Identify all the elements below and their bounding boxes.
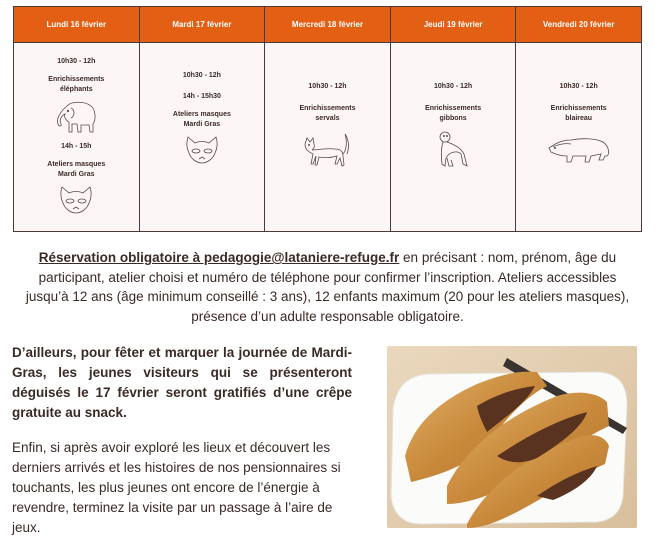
- elephant-icon: [53, 100, 99, 134]
- time-slot: 10h30 - 12h: [308, 83, 347, 90]
- day-column-friday: [516, 7, 641, 231]
- time-slot: 14h - 15h: [61, 143, 92, 150]
- activity-title: Enrichissements gibbons: [425, 105, 482, 122]
- day-column-thursday: [391, 7, 517, 231]
- day-column-wednesday: [265, 7, 391, 231]
- serval-icon: [301, 132, 353, 168]
- mardi-gras-paragraph: D’ailleurs, pour fêter et marquer la journée de Mardi-Gras, les jeunes visiteurs qui se présenteront déguisés le 17 février seront gratifiés d’une crêpe gratuite au snack.: [12, 345, 352, 420]
- activity-title: Enrichissements éléphants: [48, 76, 105, 93]
- gibbon-icon: [433, 130, 473, 170]
- activity-title: Ateliers masques Mardi Gras: [172, 111, 231, 128]
- day-header: Jeudi 19 février: [391, 7, 516, 43]
- day-header: Vendredi 20 février: [516, 7, 641, 43]
- crepes-photo: [387, 346, 637, 528]
- cat-mask-icon: [184, 135, 220, 165]
- time-slot: 14h - 15h30: [182, 93, 221, 100]
- time-slot: 10h30 - 12h: [434, 83, 473, 90]
- activity-title: Ateliers masques Mardi Gras: [47, 161, 106, 178]
- day-column-tuesday: [140, 7, 266, 231]
- day-header: Mercredi 18 février: [265, 7, 390, 43]
- day-column-monday: [14, 7, 140, 231]
- reservation-details: en précisant : nom, prénom, âge du participant, atelier choisi et numéro de téléphone pour confirmer l’inscription. Ateliers accessibles jusqu’à 12 ans (âge minimum conseillé : 3 ans), 12 enfants maximum (20 pour les ateliers masques), présence d’un adulte responsable obligatoire.: [25, 250, 630, 324]
- activity-title: Enrichissements blaireau: [550, 105, 607, 122]
- schedule-table: [13, 6, 642, 232]
- activity-title: Enrichissements servals: [299, 105, 356, 122]
- playground-paragraph: Enfin, si après avoir exploré les lieux et découvert les derniers arrivés et les histoires de nos pensionnaires si touchants, les plus jeunes ont encore de l’énergie à revendre, terminez la visite par un passage à l’aire de jeux.: [12, 440, 341, 535]
- day-header: Lundi 16 février: [14, 7, 139, 43]
- reservation-email-link[interactable]: Réservation obligatoire à pedagogie@lataniere-refuge.fr: [38, 250, 400, 265]
- time-slot: 10h30 - 12h: [57, 58, 96, 65]
- time-slot: 10h30 - 12h: [182, 72, 221, 79]
- cat-mask-icon: [58, 185, 94, 215]
- time-slot: 10h30 - 12h: [559, 83, 598, 90]
- badger-icon: [547, 134, 611, 164]
- reservation-notice: [20, 248, 635, 326]
- day-header: Mardi 17 février: [140, 7, 265, 43]
